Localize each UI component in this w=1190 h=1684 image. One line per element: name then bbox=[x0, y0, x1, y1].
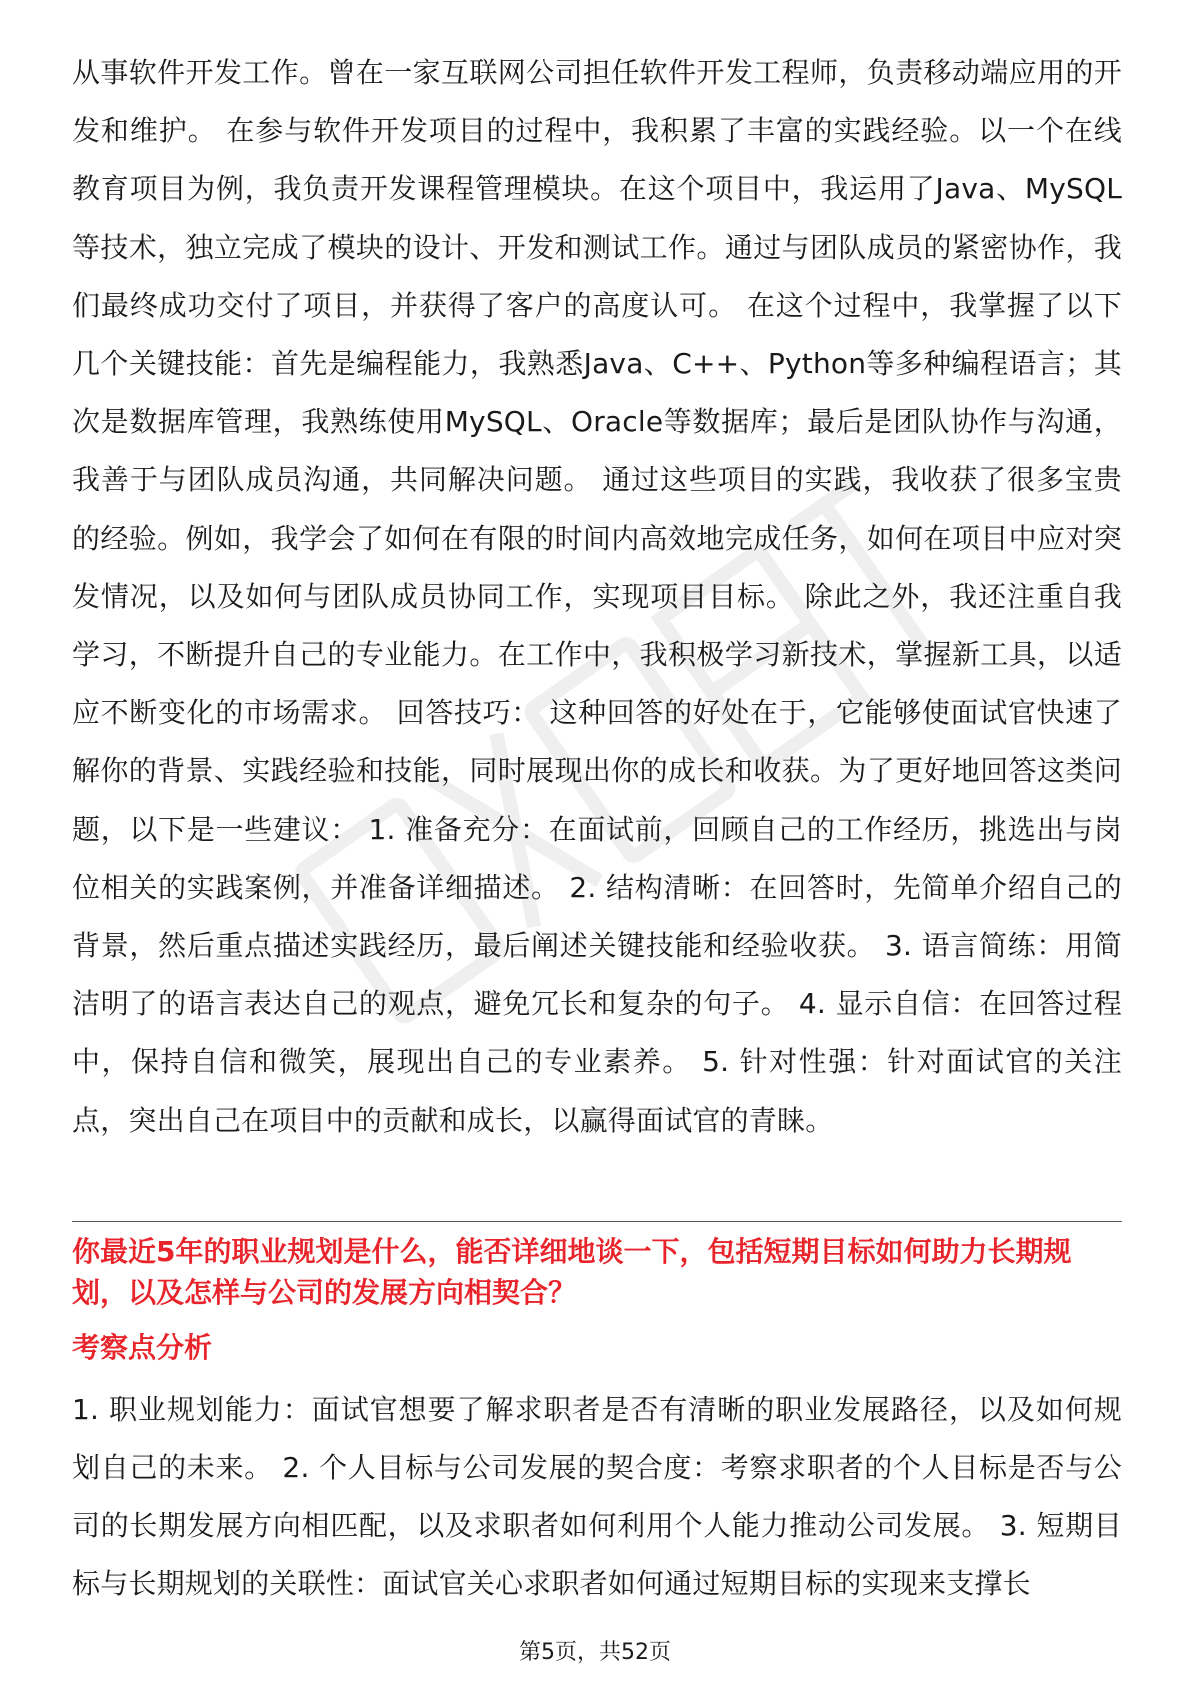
answer-continuation-text: 从事软件开发工作。曾在一家互联网公司担任软件开发工程师，负责移动端应用的开发和维护。 在参与软件开发项目的过程中，我积累了丰富的实践经验。以一个在线教育项目为例，我负责开发课程管理模块。在这个项目中，我运用了Java、MySQL等技术，独立完成了模块的设计、开发和测试工作。通过与团队成员的紧密协作，我们最终成功交付了项目，并获得了客户的高度认可。 在这个过程中，我掌握了以下几个关键技能：首先是编程能力，我熟悉Java、C++、Python等多种编程语言；其次是数据库管理，我熟练使用MySQL、Oracle等数据库；最后是团队协作与沟通，我善于与团队成员沟通，共同解决问题。 通过这些项目的实践，我收获了很多宝贵的经验。例如，我学会了如何在有限的时间内高效地完成任务，如何在项目中应对突发情况，以及如何与团队成员协同工作，实现项目目标。 除此之外，我还注重自我学习，不断提升自己的专业能力。在工作中，我积极学习新技术，掌握新工具，以适应不断变化的市场需求。 回答技巧： 这种回答的好处在于，它能够使面试官快速了解你的背景、实践经验和技能，同时展现出你的成长和收获。为了更好地回答这类问题，以下是一些建议： 1. 准备充分：在面试前，回顾自己的工作经历，挑选出与岗位相关的实践案例，并准备详细描述。 2. 结构清晰：在回答时，先简单介绍自己的背景，然后重点描述实践经历，最后阐述关键技能和经验收获。 3. 语言简练：用简洁明了的语言表达自己的观点，避免冗长和复杂的句子。 4. 显示自信：在回答过程中，保持自信和微笑，展现出自己的专业素养。 5. 针对性强：针对面试官的关注点，突出自己在项目中的贡献和成长，以赢得面试官的青睐。 bbox=[72, 56, 1122, 1137]
section-divider bbox=[72, 1221, 1122, 1222]
page-footer: 第5页，共52页 bbox=[519, 1640, 671, 1665]
analysis-text: 1. 职业规划能力：面试官想要了解求职者是否有清晰的职业发展路径，以及如何规划自己的未来。 2. 个人目标与公司发展的契合度：考察求职者的个人目标是否与公司的长期发展方向相匹配，以及求职者如何利用个人能力推动公司发展。 3. 短期目标与长期规划的关联性：面试官关心求职者如何通过短期目标的实现来支撑长 bbox=[72, 1393, 1122, 1600]
analysis-heading: 考察点分析 bbox=[72, 1331, 213, 1364]
question-title: 你最近5年的职业规划是什么，能否详细地谈一下，包括短期目标如何助力长期规划，以及怎样与公司的发展方向相契合？ bbox=[72, 1235, 1072, 1309]
